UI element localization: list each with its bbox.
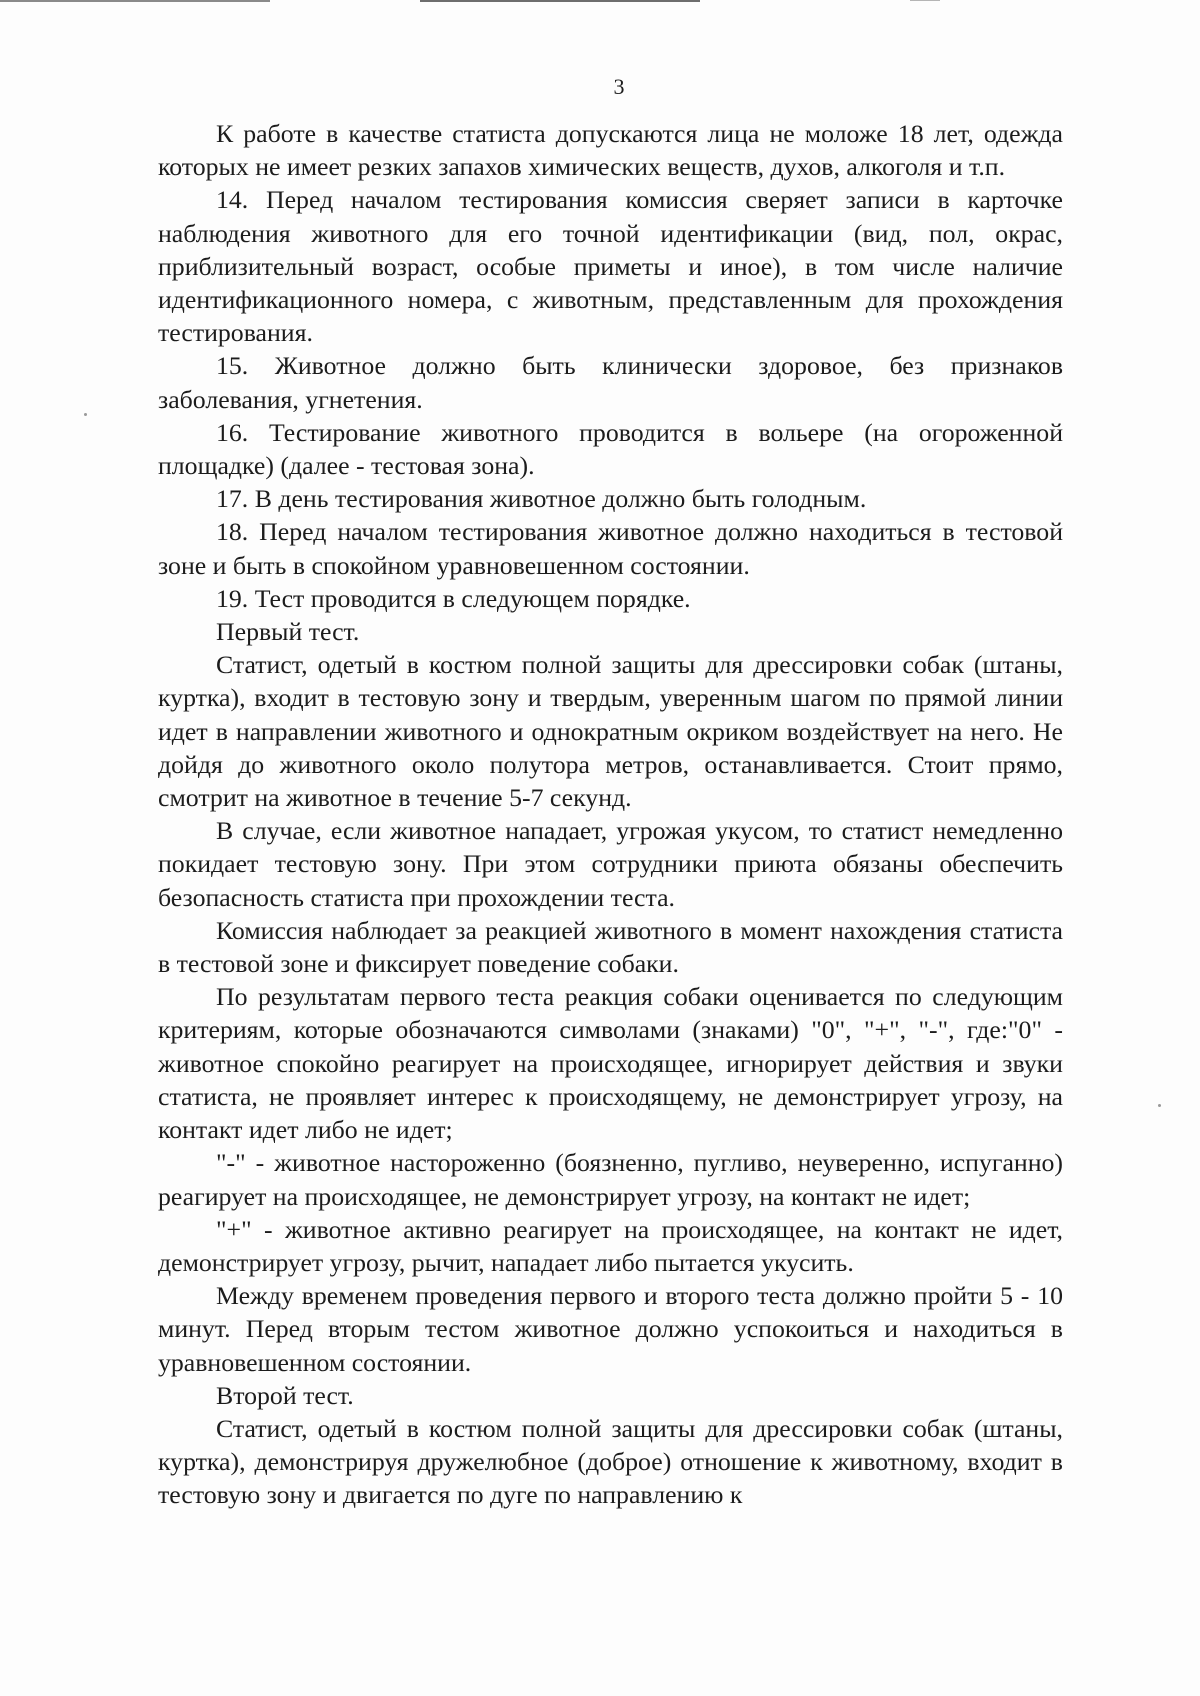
paragraph: По результатам первого теста реакция собаки оценивается по следующим критериям, которые обозначаются символами (знаками) "0", "+", "-", где:"0" - животное спокойно реагирует на происходящее, игнорирует действия и звуки статиста, не проявляет интерес к происходящему, не демонстрирует угрозу, на контакт идет либо не идет; (158, 982, 1063, 1145)
paragraph: "+" - животное активно реагирует на происходящее, на контакт не идет, демонстрирует угрозу, рычит, нападает либо пытается укусить. (158, 1214, 1063, 1277)
paragraph: 15. Животное должно быть клинически здоровое, без признаков заболевания, угнетения. (158, 351, 1063, 414)
paragraph: К работе в качестве статиста допускаются лица не моложе 18 лет, одежда которых не имеет резких запахов химических веществ, духов, алкоголя и т.п. (158, 119, 1063, 182)
section-heading: Первый тест. (216, 617, 360, 647)
document-body (158, 117, 1063, 1512)
scan-artifact (0, 0, 270, 2)
scan-artifact (910, 0, 940, 1)
paragraph: 17. В день тестирования животное должно быть голодным. (216, 484, 867, 514)
page-number: 3 (613, 74, 625, 99)
paragraph: Статист, одетый в костюм полной защиты для дрессировки собак (штаны, куртка), демонстрируя дружелюбное (доброе) отношение к животному, входит в тестовую зону и двигается по дуге по направлению к (158, 1413, 1063, 1510)
paragraph: 16. Тестирование животного проводится в вольере (на огороженной площадке) (далее - тестовая зона). (158, 417, 1063, 481)
paragraph: 19. Тест проводится в следующем порядке. (216, 583, 691, 613)
section-heading: Второй тест. (216, 1380, 354, 1410)
paragraph: Между временем проведения первого и второго теста должно пройти 5 - 10 минут. Перед вторым тестом животное должно успокоиться и находиться в уравновешенном состоянии. (158, 1281, 1063, 1377)
paragraph: Статист, одетый в костюм полной защиты для дрессировки собак (штаны, куртка), входит в тестовую зону и твердым, уверенным шагом по прямой линии идет в направлении животного и однократным окриком воздействует на него. Не дойдя до животного около полутора метров, останавливается. Стоит прямо, смотрит на животное в течение 5-7 секунд. (158, 650, 1063, 813)
scan-speck (1158, 1104, 1161, 1107)
paragraph: Комиссия наблюдает за реакцией животного в момент нахождения статиста в тестовой зоне и фиксирует поведение собаки. (158, 915, 1063, 979)
scan-speck (84, 413, 87, 416)
paragraph: 18. Перед началом тестирования животное должно находиться в тестовой зоне и быть в спокойном уравновешенном состоянии. (158, 517, 1063, 580)
paragraph: "-" - животное настороженно (боязненно, пугливо, неуверенно, испуганно) реагирует на происходящее, не демонстрирует угрозу, на контакт не идет; (158, 1148, 1063, 1211)
paragraph: 14. Перед началом тестирования комиссия сверяет записи в карточке наблюдения животного для его точной идентификации (вид, пол, окрас, приблизительный возраст, особые приметы и иное), в том числе наличие идентификационного номера, с животным, представленным для прохождения тестирования. (158, 185, 1063, 348)
scan-artifact (420, 0, 700, 2)
paragraph: В случае, если животное нападает, угрожая укусом, то статист немедленно покидает тестовую зону. При этом сотрудники приюта обязаны обеспечить безопасность статиста при прохождении теста. (158, 816, 1063, 912)
